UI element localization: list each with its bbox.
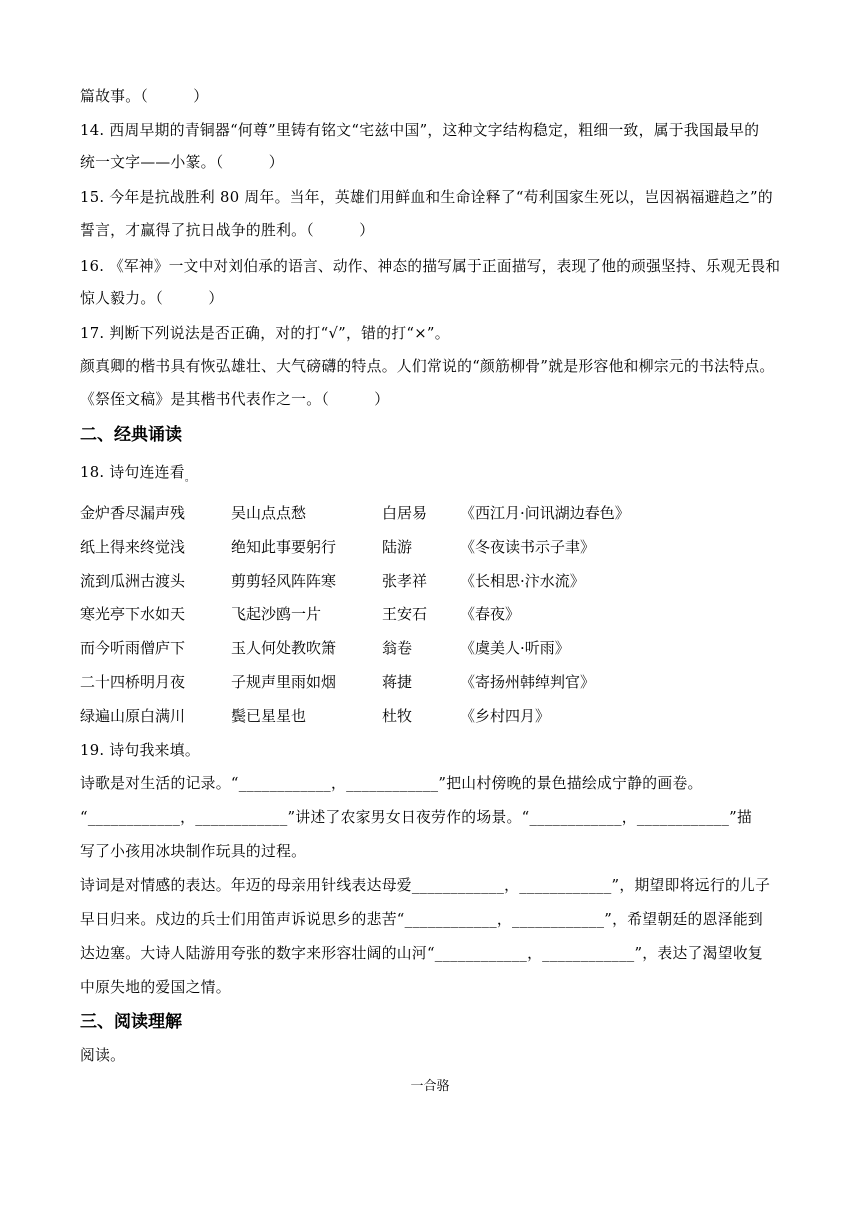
matching-cell[interactable]: 《乡村四月》 (460, 707, 551, 725)
matching-cell[interactable]: 而今听雨僧庐下 (80, 639, 186, 657)
question-15-line-2: 誓言，才赢得了抗日战争的胜利。（ ） (80, 221, 375, 239)
question-16-line-2: 惊人毅力。（ ） (80, 289, 224, 307)
reading-instruction: 阅读。 (80, 1046, 126, 1064)
question-19-line-5[interactable]: 早日归来。戍边的兵士们用笛声诉说思乡的悲苦“____________，____________”，希望朝廷的恩泽能到 (80, 910, 763, 928)
matching-cell[interactable]: 王安石 (382, 605, 428, 623)
matching-cell[interactable]: 寒光亭下水如天 (80, 605, 186, 623)
matching-cell[interactable]: 《虞美人·听雨》 (460, 639, 570, 657)
matching-cell[interactable]: 《长相思·汴水流》 (460, 572, 585, 590)
section-3-heading: 三、阅读理解 (80, 1012, 182, 1032)
matching-cell[interactable]: 飞起沙鸥一片 (231, 605, 322, 623)
question-16-line-1: 16. 《军神》一文中对刘伯承的语言、动作、神态的描写属于正面描写，表现了他的顽强坚持、乐观无畏和 (80, 257, 781, 275)
question-17-line-3: 《祭侄文稿》是其楷书代表作之一。（ ） (80, 390, 390, 408)
question-19-line-4[interactable]: 诗词是对情感的表达。年迈的母亲用针线表达母爱____________，____________”，期望即将远行的儿子 (80, 876, 771, 894)
matching-cell[interactable]: 《春夜》 (460, 605, 521, 623)
matching-cell[interactable]: 子规声里雨如烟 (231, 673, 337, 691)
matching-cell[interactable]: 蒋捷 (382, 673, 413, 691)
question-17-line-1: 17. 判断下列说法是否正确，对的打“√”，错的打“×”。 (80, 324, 450, 342)
matching-cell[interactable]: 杜牧 (382, 707, 413, 725)
question-18-title-mark: 。 (184, 473, 195, 484)
matching-cell[interactable]: 《西江月·问讯湖边春色》 (460, 504, 630, 522)
question-19-line-6[interactable]: 达边塞。大诗人陆游用夸张的数字来形容壮阔的山河“____________，____________”，表达了渴望收复 (80, 944, 763, 962)
matching-cell[interactable]: 流到瓜洲古渡头 (80, 572, 186, 590)
question-18-title (80, 462, 780, 489)
matching-cell[interactable]: 张孝祥 (382, 572, 428, 590)
matching-cell[interactable]: 翁卷 (382, 639, 413, 657)
matching-cell[interactable]: 玉人何处教吹箫 (231, 639, 337, 657)
matching-cell[interactable]: 白居易 (382, 504, 428, 522)
matching-cell[interactable]: 纸上得来终觉浅 (80, 538, 186, 556)
matching-cell[interactable]: 金炉香尽漏声残 (80, 504, 186, 522)
matching-cell[interactable]: 《寄扬州韩绰判官》 (460, 673, 596, 691)
matching-cell[interactable]: 剪剪轻风阵阵寒 (231, 572, 337, 590)
matching-cell[interactable]: 吴山点点愁 (231, 504, 307, 522)
question-19-line-3: 写了小孩用冰块制作玩具的过程。 (80, 842, 307, 860)
question-14-line-2: 统一文字——小篆。（ ） (80, 153, 284, 171)
matching-cell[interactable]: 《冬夜读书示子聿》 (460, 538, 596, 556)
question-18-title-text: 18. 诗句连连看 (80, 463, 185, 481)
question-15-line-1: 15. 今年是抗战胜利 80 周年。当年，英雄们用鲜血和生命诠释了“苟利国家生死以，岂因祸福避趋之”的 (80, 188, 773, 206)
matching-cell[interactable]: 鬓已星星也 (231, 707, 307, 725)
matching-cell[interactable]: 陆游 (382, 538, 413, 556)
question-19-line-1[interactable]: 诗歌是对生活的记录。“____________，____________”把山村傍晚的景色描绘成宁静的画卷。 (80, 774, 703, 792)
page-footer-mark: 一合骆 (410, 1079, 450, 1094)
matching-cell[interactable]: 二十四桥明月夜 (80, 673, 186, 691)
matching-cell[interactable]: 绿遍山原白满川 (80, 707, 186, 725)
question-17-line-2: 颜真卿的楷书具有恢弘雄壮、大气磅礴的特点。人们常说的“颜筋柳骨”就是形容他和柳宗元的书法特点。 (80, 357, 775, 375)
section-2-heading: 二、经典诵读 (80, 425, 182, 445)
question-19-line-2[interactable]: “____________，____________”讲述了农家男女日夜劳作的场景。“____________，____________”描 (80, 808, 753, 826)
question-13-tail: 篇故事。（ ） (80, 87, 209, 105)
question-19-title: 19. 诗句我来填。 (80, 741, 200, 759)
question-19-line-7: 中原失地的爱国之情。 (80, 978, 231, 996)
question-14-line-1: 14. 西周早期的青铜器“何尊”里铸有铭文“宅兹中国”，这种文字结构稳定，粗细一致，属于我国最早的 (80, 121, 760, 139)
matching-cell[interactable]: 绝知此事要躬行 (231, 538, 337, 556)
